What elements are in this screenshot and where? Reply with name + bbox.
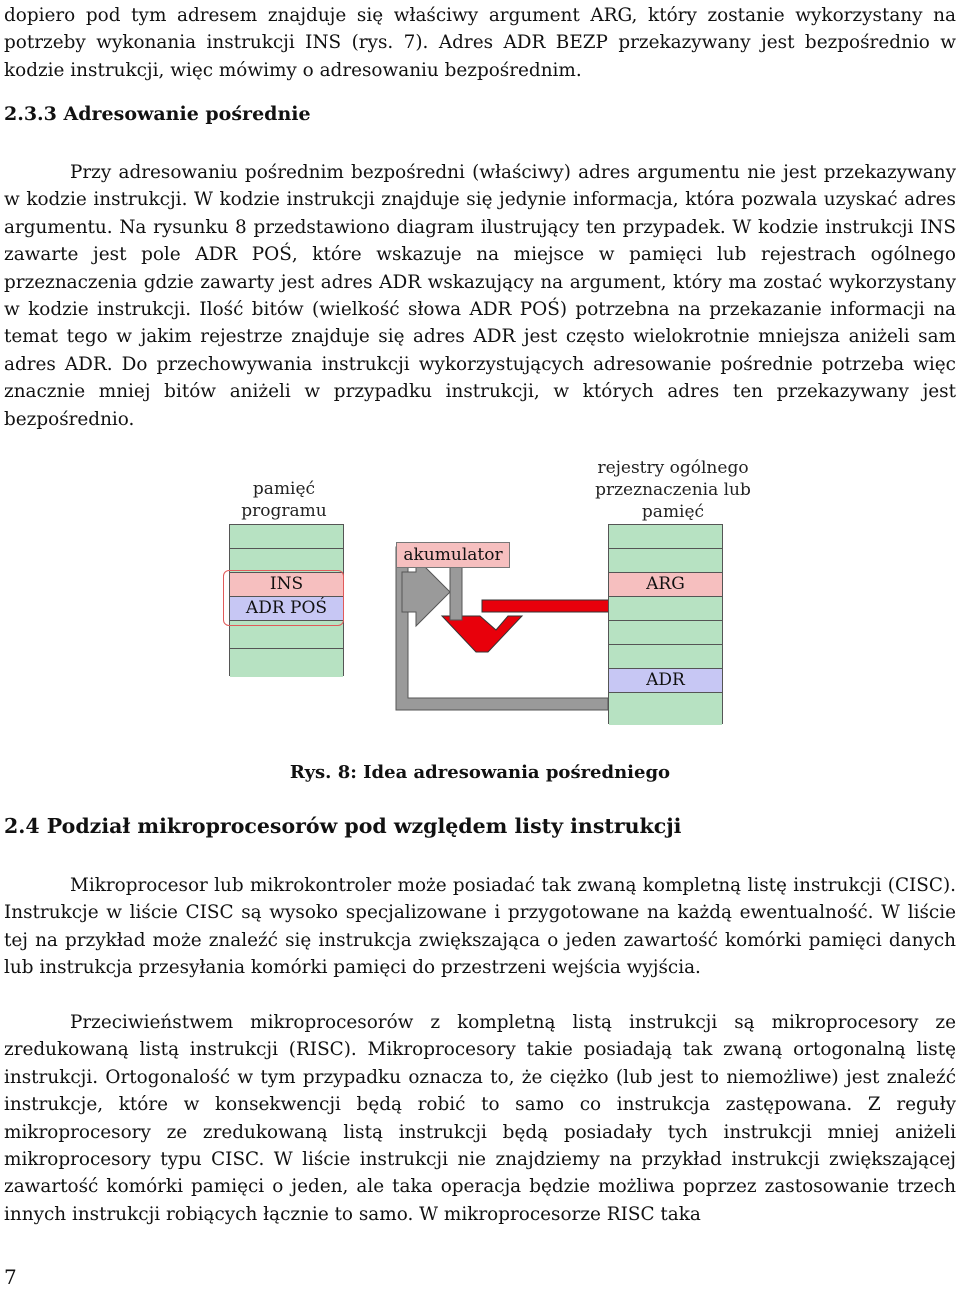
registers-label-line3: pamięć: [641, 502, 705, 522]
section-2-4-paragraph-2: Przeciwieństwem mikroprocesorów z kompletną listą instrukcji są mikroprocesory ze zredukowaną listą instrukcji (RISC). Mikroprocesory takie posiadają tak zwaną ortogonalną listę instrukcji. Ortogonalość w tym przypadku oznacza to, że ciężko (lub jest to niemożliwe) jest znaleźć instrukcje, które w konsekwencji będą robić to samo co instrukcja zastępowana. Z reguły mikroprocesory ze zredukowaną listą instrukcji będą posiadały tych instrukcji mniej aniżeli mikroprocesory typu CISC. W liście instrukcji nie znajdziemy na przykład instrukcji zwiększającej zawartość komórki pamięci o jeden, ale taka operacja będzie możliwa poprzez zastosowanie trzech innych instrukcji robiących łącznie to samo. W mikroprocesorze RISC taka: [4, 1012, 956, 1225]
memory-cell: [230, 649, 343, 677]
section-heading-2-3-3: 2.3.3 Adresowanie pośrednie: [4, 103, 311, 125]
register-cell: [609, 597, 722, 621]
registers-stack: [608, 524, 723, 724]
register-cell: [609, 693, 722, 725]
gray-accumulator-stem: [450, 566, 462, 620]
accumulator-box: akumulator: [396, 542, 510, 568]
program-memory-label-line1: pamięć: [252, 479, 316, 499]
section-2-4-paragraph-1: Mikroprocesor lub mikrokontroler może posiadać tak zwaną kompletną listę instrukcji (CISC). Instrukcje w liście CISC są wysoko specjalizowane i przygotowane na każdą ewentualność. W liście tej na przykład może znaleźć się instrukcja zwiększająca o jeden zawartość komórki pamięci danych lub instrukcja przesyłania komórki pamięci do przestrzeni wejścia wyjścia.: [4, 875, 956, 979]
page-number: 7: [4, 1265, 17, 1289]
figure-caption: Rys. 8: Idea adresowania pośredniego: [289, 762, 671, 783]
red-funnel: [442, 616, 522, 652]
register-cell: [609, 645, 722, 669]
figure-indirect-addressing: [180, 452, 780, 732]
arg-cell: [609, 573, 722, 597]
section-2-3-3-paragraph: Przy adresowaniu pośrednim bezpośredni (właściwy) adres argumentu nie jest przekazywany w kodzie instrukcji. W kodzie instrukcji znajduje się jedynie informacja, która pozwala uzyskać adres argumentu. Na rysunku 8 przedstawiono diagram ilustrujący ten przypadek. W kodzie instrukcji INS zawarte jest pole ADR POŚ, które wskazuje na miejsce w pamięci lub rejestrach ogólnego przeznaczenia gdzie zawarty jest adres ADR wskazujący na argument, który ma zostać wykorzystany w kodzie instrukcji. Ilość bitów (wielkość słowa ADR POŚ) potrzebna na przekazanie informacji na temat tego w jakim rejestrze znajduje się adres ADR jest często wielokrotnie mniejsza aniżeli sam adres ADR. Do przechowywania instrukcji wykorzystujących adresowanie pośrednie potrzeba więc znacznie mniej bitów aniżeli w przypadku instrukcji, w których adres ten przekazywany jest bezpośrednio.: [4, 162, 956, 430]
register-cell: [609, 525, 722, 549]
red-address-arrow: [482, 600, 625, 696]
program-memory-label-line2: programu: [241, 501, 327, 521]
register-cell: [609, 621, 722, 645]
section-heading-2-4: 2.4 Podział mikroprocesorów pod względem listy instrukcji: [4, 814, 682, 838]
instruction-highlight: [223, 570, 344, 626]
ins-label: INS: [269, 574, 304, 594]
registers-label-line1: rejestry ogólnego: [597, 458, 749, 478]
adr-pos-label: ADR POŚ: [245, 598, 328, 618]
arg-label: ARG: [646, 574, 685, 594]
register-cell: [609, 549, 722, 573]
memory-cell: [230, 525, 343, 549]
adr-label: ADR: [646, 670, 685, 690]
registers-label-line2: przeznaczenia lub: [595, 480, 751, 500]
intro-paragraph: dopiero pod tym adresem znajduje się właściwy argument ARG, który zostanie wykorzystany na potrzeby wykonania instrukcji INS (rys. 7). Adres ADR BEZP przekazywany jest bezpośrednio w kodzie instrukcji, więc mówimy o adresowaniu bezpośrednim.: [4, 5, 956, 81]
adr-cell: [609, 669, 722, 693]
